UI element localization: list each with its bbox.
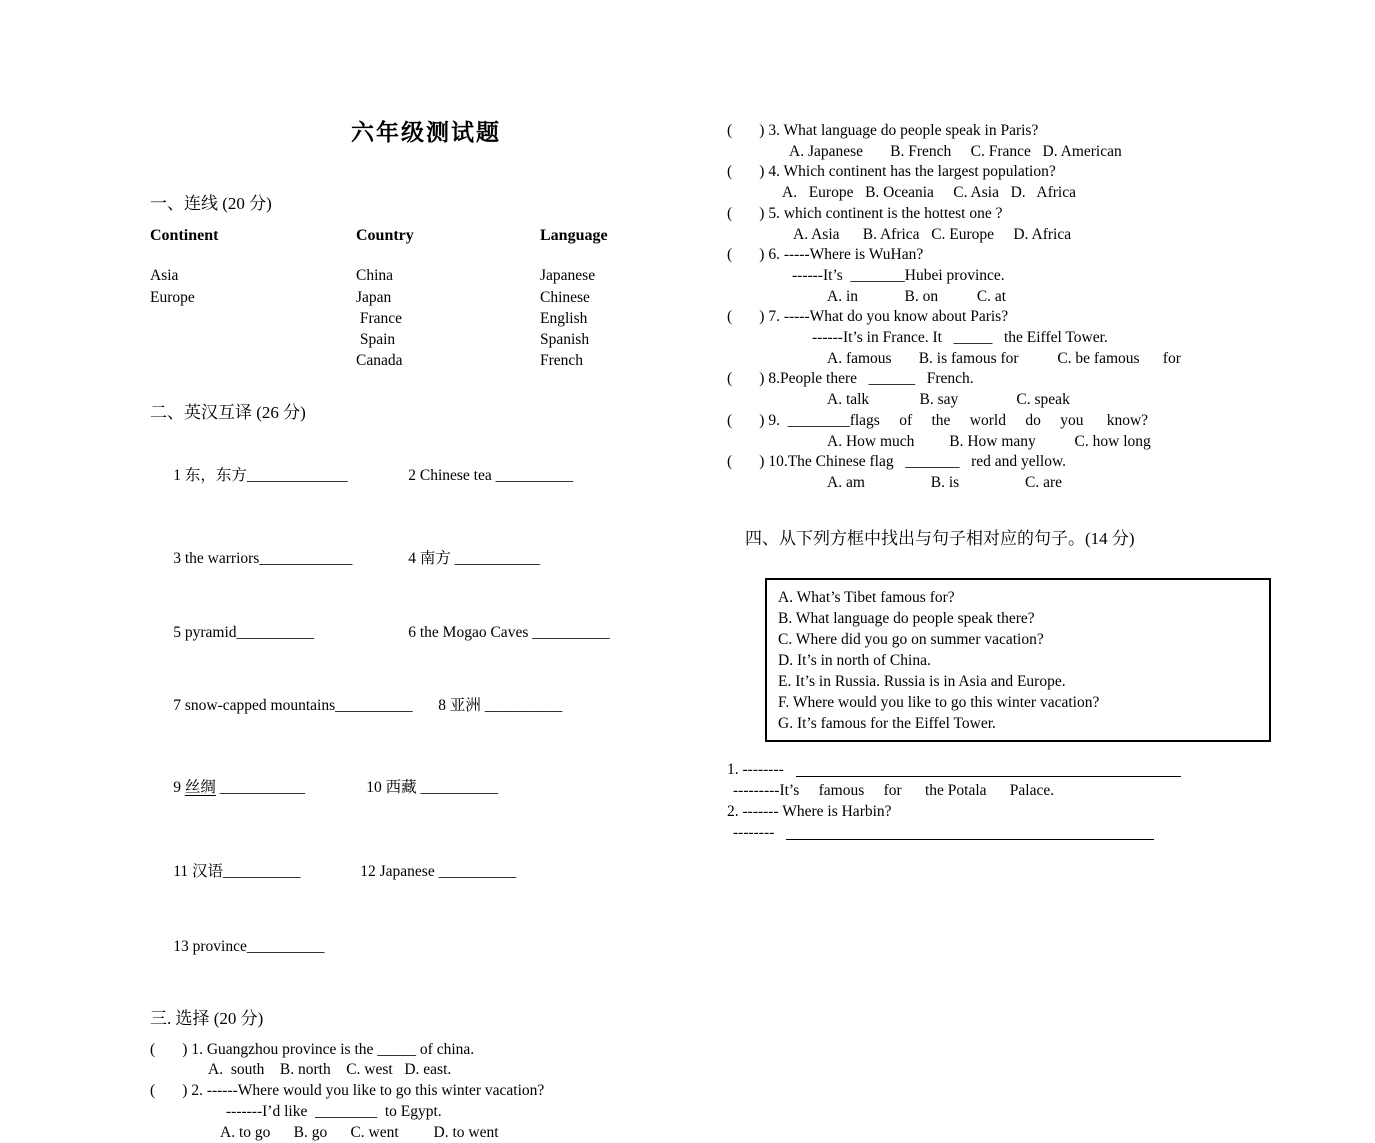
mc-question-10: ( ) 10.The Chinese flag _______ red and yellow. <box>727 453 1067 471</box>
mc-question-6-answer-line: ------It’s _______Hubei province. <box>792 266 1005 284</box>
mc-question-6: ( ) 6. -----Where is WuHan? <box>727 246 924 264</box>
country-cell: Japan <box>356 288 392 306</box>
column-header-language: Language <box>540 227 608 244</box>
mc-question-7: ( ) 7. -----What do you know about Paris? <box>727 308 1009 326</box>
dialogue-answers <box>727 759 1327 843</box>
translation-item-8: 8 亚洲 __________ <box>438 696 563 714</box>
language-cell: Japanese <box>540 267 596 285</box>
mc-question-1: ( ) 1. Guangzhou province is the _____ of china. <box>150 1040 475 1058</box>
dialogue-1-question-line <box>727 759 1327 780</box>
dialogue-2-answer-line <box>727 822 1327 843</box>
continent-cell <box>150 308 356 329</box>
language-cell: English <box>540 309 588 327</box>
mc-question-6-options: A. in B. on C. at <box>827 287 1007 305</box>
exam-title: 六年级测试题 <box>351 120 501 145</box>
mc-question-7-options: A. famous B. is famous for C. be famous for <box>827 349 1181 367</box>
item-9-word: 丝绸 <box>184 778 216 796</box>
translation-item-1: 1 东，东方_____________ <box>173 466 348 484</box>
translation-row <box>150 527 702 590</box>
continent-cell <box>150 329 356 350</box>
dialogue-1-answer: ---------It’s famous for the Potala Palace. <box>733 781 1055 799</box>
phrase-box-item-d: D. It’s in north of China. <box>778 651 931 669</box>
translation-item-10: 10 西藏 __________ <box>366 778 499 796</box>
section3-heading: 三. 选择 (20 分) <box>150 1008 264 1028</box>
translation-item-6: 6 the Mogao Caves __________ <box>408 623 610 641</box>
translation-item-11: 11 汉语__________ <box>173 862 301 880</box>
dialogue-2-question: 2. ------- Where is Harbin? <box>727 802 892 820</box>
mc-question-4-options: A. Europe B. Oceania C. Asia D. Africa <box>782 184 1077 202</box>
mc-question-9-options: A. How much B. How many C. how long <box>827 432 1151 450</box>
phrase-box-item-g: G. It’s famous for the Eiffel Tower. <box>778 714 996 732</box>
phrase-box-item-e: E. It’s in Russia. Russia is in Asia and Europe. <box>778 672 1066 690</box>
translation-row <box>150 674 702 737</box>
translation-row <box>150 840 702 903</box>
mc-question-3-options: A. Japanese B. French C. France D. American <box>789 142 1122 160</box>
matching-header-row <box>150 225 702 246</box>
country-cell: France <box>356 309 403 327</box>
matching-row <box>150 329 702 350</box>
item-9-number: 9 <box>173 778 185 796</box>
dialogue-2-blank-rule <box>786 823 1154 840</box>
matching-row <box>150 287 702 308</box>
dialogue-2-prefix: -------- <box>733 823 775 841</box>
language-cell: Spanish <box>540 331 590 349</box>
country-cell: China <box>356 267 394 285</box>
phrase-box-item-a: A. What’s Tibet famous for? <box>778 588 955 606</box>
phrase-box-item-c: C. Where did you go on summer vacation? <box>778 630 1044 648</box>
continent-cell: Europe <box>150 288 195 306</box>
country-cell: Canada <box>356 352 403 370</box>
dialogue-1-blank-rule <box>796 760 1181 777</box>
mc-question-3: ( ) 3. What language do people speak in Paris? <box>727 122 1039 139</box>
mc-question-5-options: A. Asia B. Africa C. Europe D. Africa <box>793 225 1072 243</box>
translation-item-12: 12 Japanese __________ <box>360 862 517 880</box>
matching-table <box>150 225 702 372</box>
translation-item-13: 13 province__________ <box>173 937 325 955</box>
mc-question-8: ( ) 8.People there ______ French. <box>727 370 974 388</box>
matching-row <box>150 350 702 371</box>
translation-row <box>150 915 702 978</box>
translation-row <box>150 601 702 664</box>
translation-item-3: 3 the warriors____________ <box>173 549 353 567</box>
section1-heading: 一、连线 (20 分) <box>150 194 272 213</box>
matching-row <box>150 265 702 286</box>
translation-row <box>150 756 702 819</box>
language-cell: Chinese <box>540 288 590 306</box>
phrase-box-item-b: B. What language do people speak there? <box>778 609 1035 627</box>
translation-row <box>150 444 702 507</box>
country-cell: Spain <box>356 331 396 349</box>
item-9-blank: ___________ <box>215 778 306 796</box>
phrase-box-item-f: F. Where would you like to go this winter vacation? <box>778 693 1100 711</box>
translation-item-7: 7 snow-capped mountains__________ <box>173 696 413 714</box>
mc-question-4: ( ) 4. Which continent has the largest population? <box>727 163 1056 181</box>
language-cell: French <box>540 352 584 370</box>
mc-question-10-options: A. am B. is C. are <box>827 473 1063 491</box>
section4-heading: 四、从下列方框中找出与句子相对应的句子。(14 分) <box>745 528 1135 548</box>
column-header-country: Country <box>356 227 414 244</box>
mc-question-2-options: A. to go B. go C. went D. to went <box>220 1123 499 1141</box>
mc-question-9: ( ) 9. ________flags of the world do you know? <box>727 411 1149 429</box>
translation-item-9 <box>173 777 366 798</box>
section2-heading: 二、英汉互译 (26 分) <box>150 402 306 422</box>
right-column <box>727 121 1327 843</box>
translation-item-2: 2 Chinese tea __________ <box>408 466 574 484</box>
left-column <box>150 118 702 1143</box>
phrase-box <box>765 578 1271 742</box>
matching-row <box>150 308 702 329</box>
mc-question-8-options: A. talk B. say C. speak <box>827 391 1070 409</box>
dialogue-1-prefix: 1. -------- <box>727 760 784 778</box>
continent-cell: Asia <box>150 267 179 285</box>
mc-question-2: ( ) 2. ------Where would you like to go this winter vacation? <box>150 1082 545 1100</box>
mc-question-2-answer-line: -------I’d like ________ to Egypt. <box>226 1102 442 1120</box>
mc-question-7-answer-line: ------It’s in France. It _____ the Eiffel Tower. <box>812 329 1108 347</box>
mc-question-1-options: A. south B. north C. west D. east. <box>208 1061 452 1079</box>
translation-item-4: 4 南方 ___________ <box>408 549 541 567</box>
mc-question-5: ( ) 5. which continent is the hottest one ? <box>727 204 1003 222</box>
translation-item-5: 5 pyramid__________ <box>173 623 315 641</box>
continent-cell <box>150 350 356 371</box>
column-header-continent: Continent <box>150 227 219 244</box>
